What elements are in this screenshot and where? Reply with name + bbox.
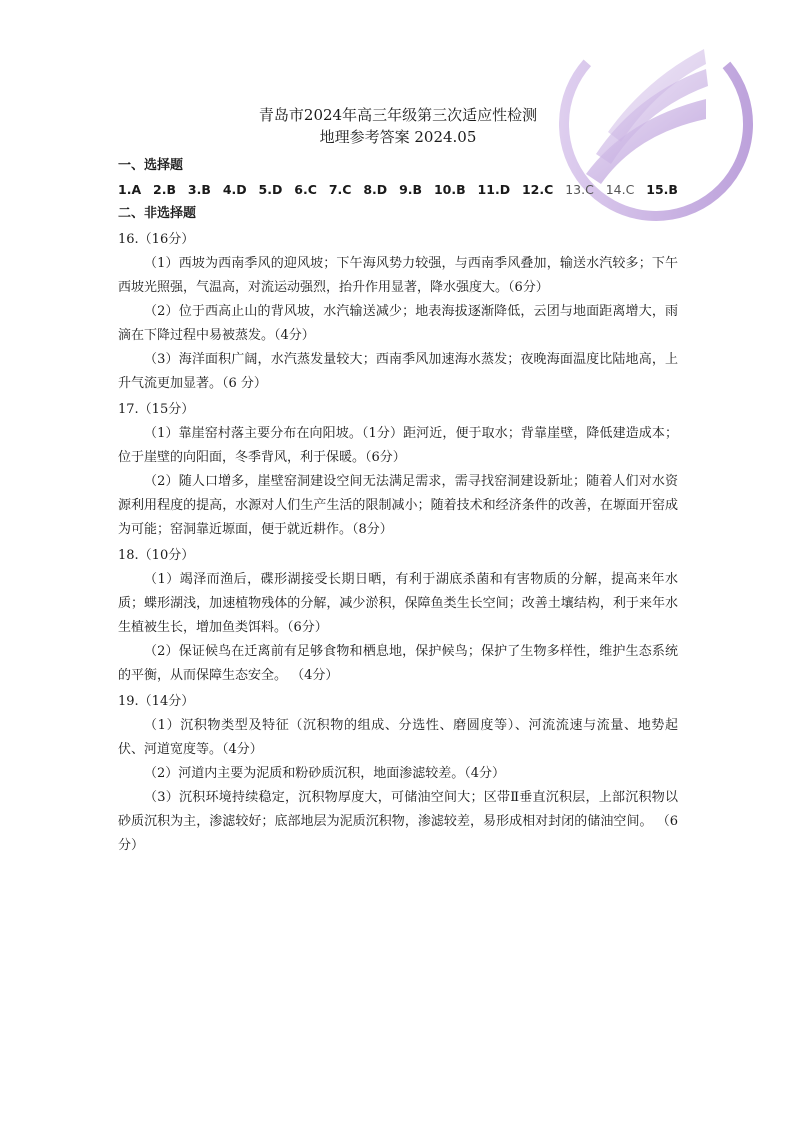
- answer-item: 7.C: [328, 182, 352, 197]
- section-heading-choice: 一、选择题: [118, 158, 184, 173]
- answer-item: 4.D: [222, 182, 247, 197]
- question-16-head: 16.（16分）: [118, 232, 195, 247]
- answer-document: [118, 104, 678, 858]
- answer-item: 5.D: [258, 182, 283, 197]
- answer-item: 14.C: [605, 182, 635, 197]
- question-17-head: 17.（15分）: [118, 402, 195, 417]
- question-16-part-1: （1）西坡为西南季风的迎风坡；下午海风势力较强，与西南季风叠加，输送水汽较多；下午西坡光照强，气温高，对流运动强烈，抬升作用显著，降水强度大。（6分）: [118, 256, 678, 295]
- question-19-part-1: （1）沉积物类型及特征（沉积物的组成、分选性、磨圆度等）、河流流速与流量、地势起伏、河道宽度等。（4分）: [118, 718, 678, 757]
- answer-item: 8.D: [363, 182, 388, 197]
- document-subtitle: 地理参考答案 2024.05: [319, 128, 477, 146]
- question-16-part-3: （3）海洋面积广阔，水汽蒸发量较大；西南季风加速海水蒸发；夜晚海面温度比陆地高，上升气流更加显著。（6 分）: [118, 352, 678, 391]
- question-17-part-2: （2）随人口增多，崖壁窑洞建设空间无法满足需求，需寻找窑洞建设新址；随着人们对水资源利用程度的提高，水源对人们生产生活的限制减小；随着技术和经济条件的改善，在塬面开窑成为可能；窑洞靠近塬面，便于就近耕作。（8分）: [118, 474, 678, 537]
- question-19-part-3: （3）沉积环境持续稳定，沉积物厚度大，可储油空间大；区带Ⅱ垂直沉积层，上部沉积物以砂质沉积为主，渗滤较好；底部地层为泥质沉积物，渗滤较差，易形成相对封闭的储油空间。 （6分）: [118, 790, 678, 853]
- document-title: 青岛市2024年高三年级第三次适应性检测: [258, 106, 538, 124]
- answer-item: 3.B: [187, 182, 211, 197]
- answer-item: 13.C: [565, 182, 594, 197]
- answer-item: 11.D: [477, 182, 511, 197]
- question-19-head: 19.（14分）: [118, 694, 195, 709]
- question-18-head: 18.（10分）: [118, 548, 195, 563]
- question-18-part-1: （1）竭泽而渔后，碟形湖接受长期日晒，有利于湖底杀菌和有害物质的分解，提高来年水质；蝶形湖浅，加速植物残体的分解，减少淤积，保障鱼类生长空间；改善土壤结构，利于来年水生植被生长，增加鱼类饵料。（6分）: [118, 572, 678, 635]
- section-heading-nonchoice: 二、非选择题: [118, 206, 197, 221]
- answer-item: 12.C: [521, 182, 554, 197]
- choice-answers: [118, 178, 678, 202]
- answer-item: 15.B: [646, 182, 678, 197]
- answer-item: 1.A: [118, 182, 142, 197]
- answer-item: 2.B: [153, 182, 177, 197]
- question-16-part-2: （2）位于西高止山的背风坡，水汽输送减少；地表海拔逐渐降低，云团与地面距离增大，雨滴在下降过程中易被蒸发。（4分）: [118, 304, 678, 343]
- answer-item: 10.B: [433, 182, 466, 197]
- question-17-part-1: （1）靠崖窑村落主要分布在向阳坡。（1分）距河近，便于取水；背靠崖壁，降低建造成本；位于崖壁的向阳面，冬季背风，利于保暖。（6分）: [118, 426, 678, 465]
- question-18-part-2: （2）保证候鸟在迁离前有足够食物和栖息地，保护候鸟；保护了生物多样性，维护生态系统的平衡，从而保障生态安全。 （4分）: [118, 644, 678, 683]
- answer-item: 6.C: [294, 182, 317, 197]
- answer-item: 9.B: [399, 182, 423, 197]
- question-19-part-2: （2）河道内主要为泥质和粉砂质沉积，地面渗滤较差。（4分）: [144, 766, 506, 781]
